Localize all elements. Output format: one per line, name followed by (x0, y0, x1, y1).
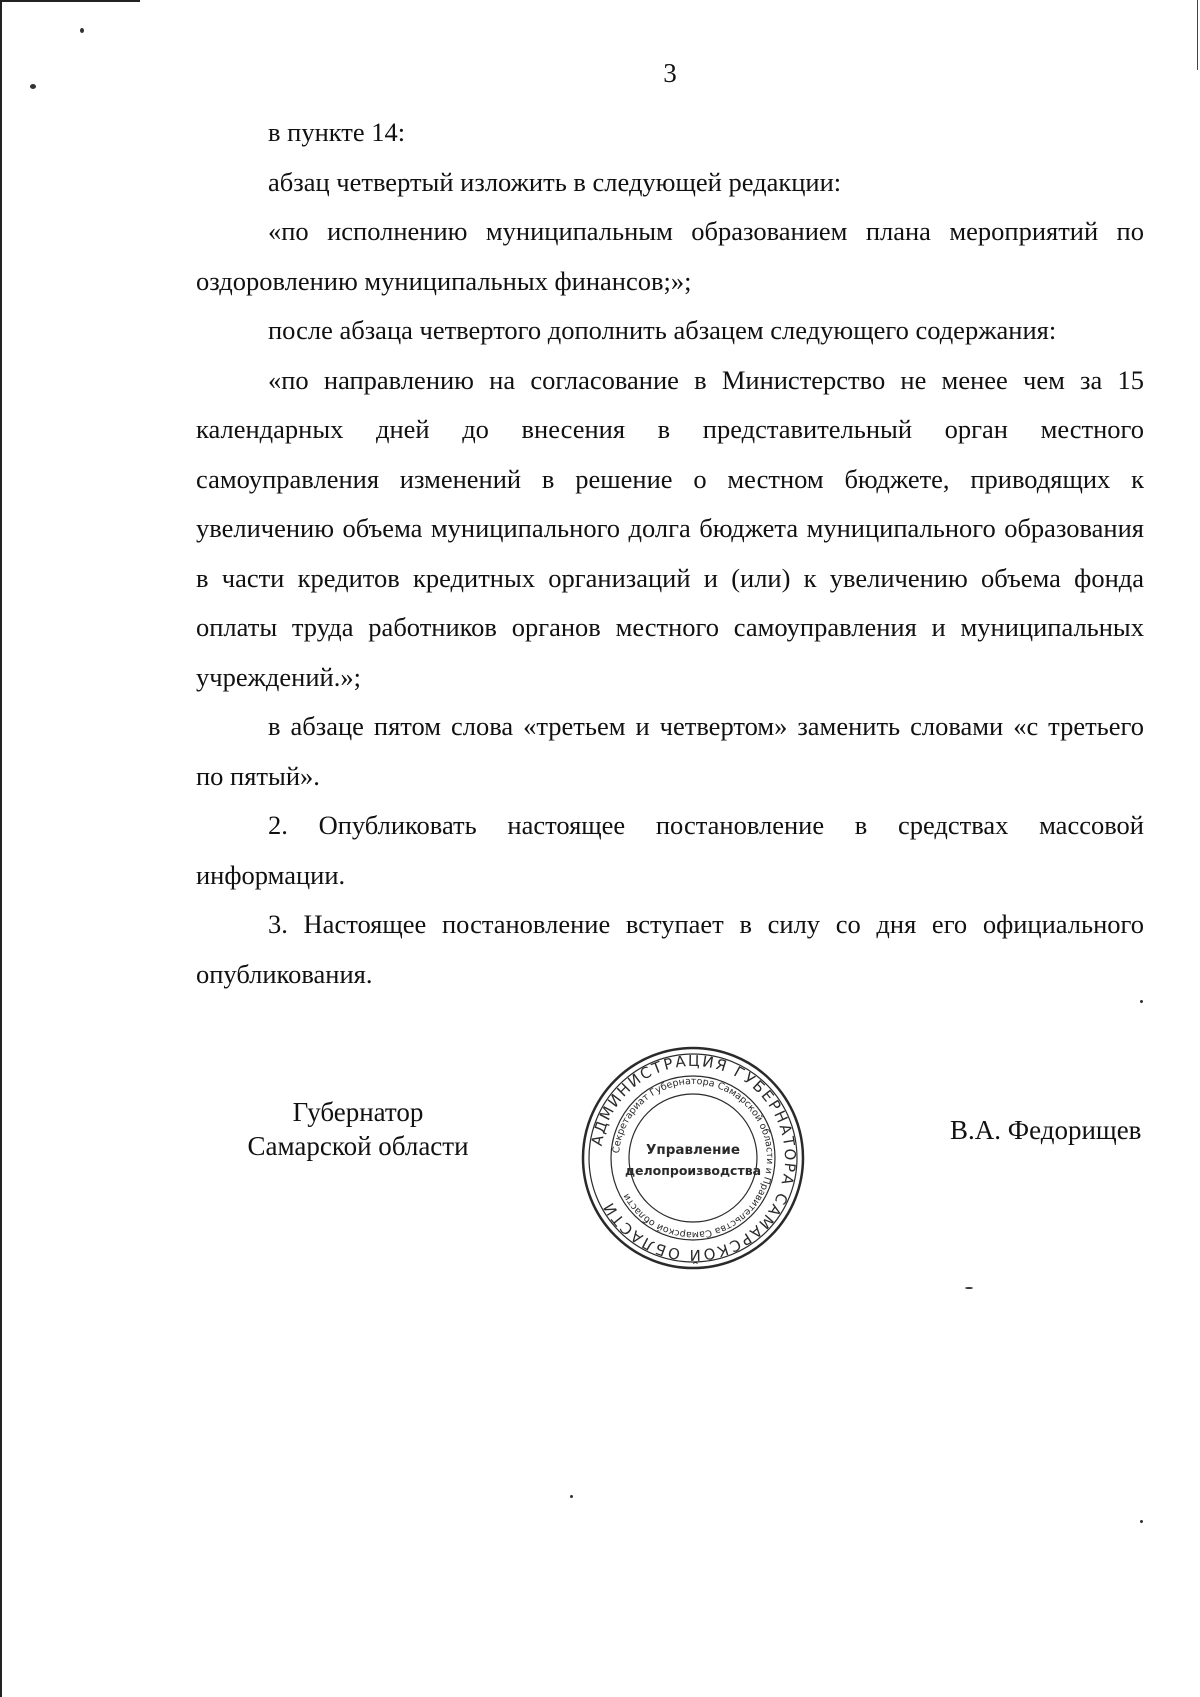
paragraph: в пункте 14: (268, 117, 406, 147)
scan-speck (570, 1495, 573, 1498)
scan-speck (1140, 1000, 1143, 1003)
stamp-inner-text: Секретариат Губернатора Самарской области и Правительства Самарской области (611, 1075, 776, 1241)
paragraph: 3. Настоящее постановление вступает в силу со дня его официального опубликования. (196, 909, 1144, 989)
paragraph: после абзаца четвертого дополнить абзацем следующего содержания: (268, 315, 1057, 345)
stamp-center-line1: Управление (645, 1142, 741, 1158)
stamp-center-line2: делопроизводства (624, 1163, 762, 1178)
paragraph: 2. Опубликовать настоящее постановление в средствах массовой информации. (196, 810, 1144, 890)
scan-speck (1140, 1520, 1143, 1523)
page-number: 3 (663, 58, 677, 88)
document-body (196, 108, 1144, 999)
paragraph: в абзаце пятом слова «третьем и четвертом» заменить словами «с третьего по пятый». (196, 711, 1144, 791)
svg-text:Секретариат Губернатора Самарс (611, 1076, 775, 1240)
signatory-position-line2: Самарской области (247, 1131, 469, 1161)
scan-speck (80, 28, 84, 33)
signature-block (0, 1051, 1200, 1295)
signatory-position-line1: Губернатор (292, 1097, 424, 1127)
stamp-outer-text: АДМИНИСТРАЦИЯ ГУБЕРНАТОРА САМАРСКОЙ ОБЛАСТИ (587, 1051, 800, 1265)
signatory-name: В.А. Федорищев (950, 1115, 1142, 1145)
paragraph: «по направлению на согласование в Министерство не менее чем за 15 календарных дней до внесения в представительный орган местного самоуправления изменений в решение о местном бюджете, приводящих к увеличению объема муниципального долга бюджета муниципального образования в части кредитов кредитных организаций и (или) к увеличению объема фонда оплаты труда работников органов местного самоуправления и муниципальных учреждений.»; (196, 364, 1144, 692)
page-edge-left (0, 0, 2, 1697)
signatory-position (228, 1095, 488, 1163)
page-edge-top (0, 0, 140, 2)
paragraph: абзац четвертый изложить в следующей редакции: (268, 166, 842, 197)
paragraph: «по исполнению муниципальным образованием плана мероприятий по оздоровлению муниципальных финансов;»; (196, 216, 1144, 296)
scan-speck (965, 1287, 973, 1289)
official-stamp (580, 1045, 806, 1271)
